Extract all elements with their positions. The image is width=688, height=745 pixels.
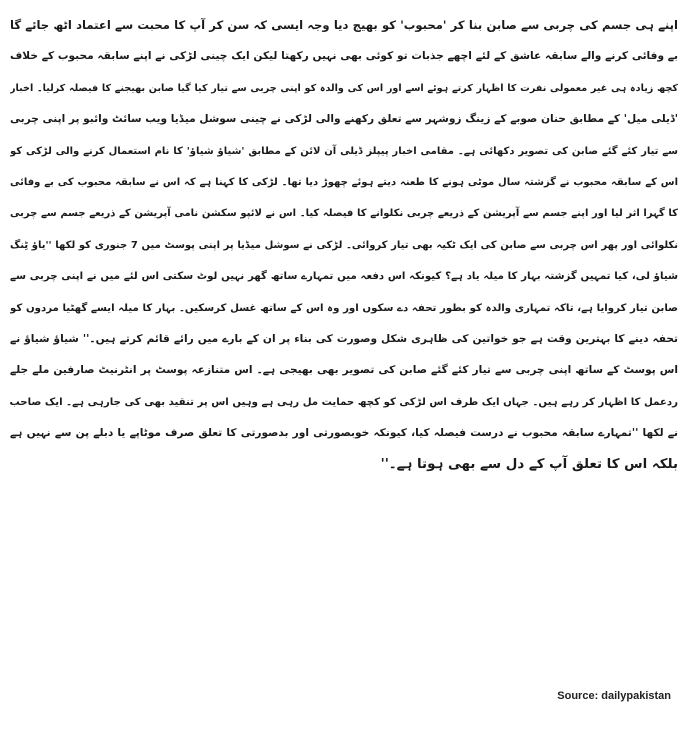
article-line-15: بلکہ اس کا تعلق آپ کے دل سے بھی ہوتا ہے۔'' [380, 457, 678, 473]
article-line-6: اس کے سابقہ محبوب نے گزشتہ سال موٹی ہونے کا طعنہ دیتے ہوئے چھوڑ دیا تھا۔ لڑکی کا کہنا ہے کہ اس نے سابقہ محبوب کی بے وفائی [10, 176, 678, 188]
article-line-7: کا گہرا اثر لیا اور اپنے جسم سے آپریشن کے ذریعے چربی نکلوانے کا فیصلہ کیا۔ اس نے لائپو سکشن نامی آپریشن کے ذریعے جسم سے چربی [10, 208, 678, 220]
article-line-13: ردعمل کا اظہار کر رہے ہیں۔ جہاں ایک طرف اس لڑکی کو کچھ حمایت مل رہی ہے وہیں اس پر تنقید بھی کی جارہی ہے۔ ایک صاحب [10, 396, 678, 408]
article-line-5: سے تیار کئے گئے صابن کی تصویر دکھائی ہے۔ مقامی اخبار پیپلز ڈیلی آن لائن کے مطابق 'شیاؤ شیاؤ' کا نام استعمال کرنے والی لڑکی کو [10, 145, 678, 157]
article-line-11: تحفہ دینے کا بہترین وقت ہے جو خواتین کی ظاہری شکل وصورت کی بناء پر ان کے بارے میں رائے قائم کرتے ہیں۔'' شیاؤ شیاؤ نے [10, 332, 678, 345]
source-credit: Source: dailypakistan [557, 690, 671, 702]
article-line-8: نکلوائی اور پھر اس چربی سے صابن کی ایک ٹکیہ بھی تیار کروائی۔ لڑکی نے سوشل میڈیا پر اپنی پوسٹ میں 7 جنوری کو لکھا ''یاؤ ٹِنگ [10, 239, 678, 251]
article-line-14: نے لکھا ''تمہارے سابقہ محبوب نے درست فیصلہ کیا، کیونکہ خوبصورتی اور بدصورتی کا تعلق صرف موٹاپے یا دبلے پن سے نہیں ہے [10, 427, 678, 440]
article-line-12: اس پوسٹ کے ساتھ اپنی چربی سے تیار کئے گئے صابن کی تصویر بھی بھیجی ہے۔ اس متنازعہ پوسٹ پر انٹرنیٹ صارفین ملے جلے [10, 364, 678, 377]
article-body [10, 10, 678, 481]
article-line-4: 'ڈیلی میل' کے مطابق حنان صوبے کے زینگ زوشہر سے تعلق رکھنے والی لڑکی نے چینی سوشل میڈیا ویب سائٹ وائبو پر اپنی چربی [10, 113, 678, 126]
article-line-9: شیاؤ لی، کیا تمہیں گزشتہ بہار کا میلہ یاد ہے؟ کیونکہ اس دفعہ میں تمہارے ساتھ گھر نہیں لوٹ سکتی اس لئے میں نے اپنی چربی سے [10, 271, 678, 283]
article-line-3: کچھ زیادہ ہی غیر معمولی نفرت کا اظہار کرتے ہوئے اسے اور اس کی والدہ کو اپنی چربی سے تیار کیا گیا صابن بھیجنے کا فیصلہ کرلیا۔ اخبار [10, 82, 678, 94]
article-line-10: صابن تیار کروایا ہے، تاکہ تمہاری والدہ کو بطور تحفہ دے سکوں اور وہ اس کے ساتھ غسل کرسکیں۔ بہار کا میلہ ایسے گھٹیا مردوں کو [10, 302, 678, 314]
article-line-1: اپنے ہی جسم کی چربی سے صابن بنا کر 'محبوب' کو بھیج دیا وجہ ایسی کہ سن کر آپ کا محبت سے اعتماد اٹھ جائے گا [10, 18, 678, 32]
article-line-2: بے وفائی کرنے والے سابقہ عاشق کے لئے اچھے جذبات تو کوئی بھی نہیں رکھتا لیکن ایک چینی لڑکی نے اپنے سابقہ محبوب کے خلاف [10, 50, 678, 63]
